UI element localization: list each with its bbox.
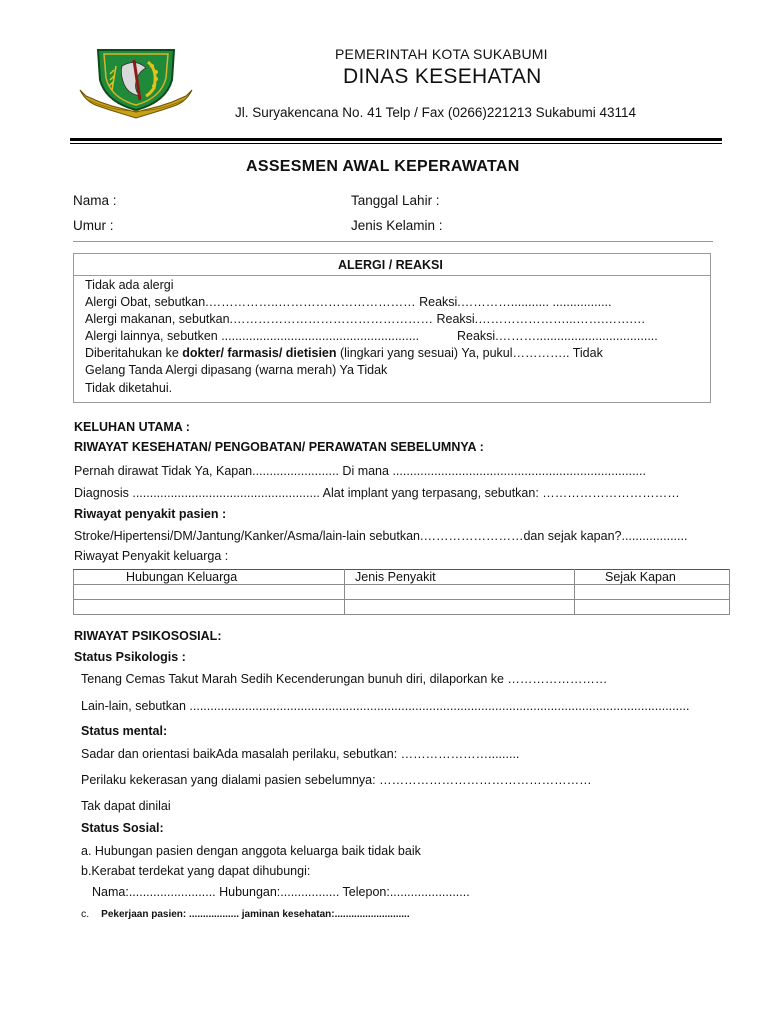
- status-psikologis-heading: Status Psikologis :: [74, 650, 186, 664]
- header-sejak-kapan: Sejak Kapan: [575, 570, 730, 585]
- alergi-heading: ALERGI / REAKSI: [338, 258, 443, 272]
- riwayat-kesehatan-heading: RIWAYAT KESEHATAN/ PENGOBATAN/ PERAWATAN SEBELUMNYA :: [74, 440, 484, 454]
- status-sosial-pekerjaan[interactable]: [81, 908, 410, 920]
- header-department-name: DINAS KESEHATAN: [343, 65, 542, 88]
- header-rule-thin: [70, 143, 722, 144]
- diberitahukan-bold: dokter/ farmasis/ dietisien: [182, 346, 337, 360]
- table-cell[interactable]: [575, 585, 730, 600]
- header-address: Jl. Suryakencana No. 41 Telp / Fax (0266)221213 Sukabumi 43114: [235, 105, 637, 120]
- table-cell[interactable]: [575, 600, 730, 615]
- identity-divider: [73, 241, 713, 242]
- header-jenis-penyakit: Jenis Penyakit: [345, 570, 575, 585]
- diberitahukan-suffix: (lingkari yang sesuai) Ya, pukul………….. Tidak: [336, 346, 603, 360]
- status-psikologis-lain[interactable]: Lain-lain, sebutkan ................................................................................................................................................: [81, 699, 690, 713]
- riwayat-penyakit-keluarga-label: Riwayat Penyakit keluarga :: [74, 549, 229, 563]
- sukabumi-crest-logo: [76, 44, 196, 122]
- header-rule-thick: [70, 138, 722, 141]
- riwayat-penyakit-heading: Riwayat penyakit pasien :: [74, 507, 227, 521]
- alergi-none[interactable]: Tidak ada alergi: [85, 278, 174, 292]
- table-cell[interactable]: [74, 585, 345, 600]
- keluhan-utama-heading: KELUHAN UTAMA :: [74, 420, 190, 434]
- status-sosial-heading: Status Sosial:: [81, 821, 164, 835]
- alergi-tidak-diketahui[interactable]: Tidak diketahui.: [85, 381, 173, 395]
- table-header-row: [74, 570, 730, 585]
- pekerjaan-prefix: c.: [81, 908, 90, 920]
- status-mental-tak-dapat-dinilai[interactable]: Tak dapat dinilai: [81, 799, 171, 813]
- alergi-lainnya[interactable]: Alergi lainnya, sebutken .........................................................: [85, 329, 420, 343]
- alergi-obat[interactable]: Alergi Obat, sebutkan.……………..…………………………… Reaksi.…………........... .................: [85, 295, 612, 309]
- status-mental-heading: Status mental:: [81, 724, 168, 738]
- header-government-name: PEMERINTAH KOTA SUKABUMI: [335, 46, 548, 62]
- alergi-gelang[interactable]: Gelang Tanda Alergi dipasang (warna merah) Ya Tidak: [85, 363, 388, 377]
- family-history-table: [73, 569, 730, 615]
- status-sosial-kerabat: b.Kerabat terdekat yang dapat dihubungi:: [81, 864, 311, 878]
- table-cell[interactable]: [74, 600, 345, 615]
- diagnosis[interactable]: Diagnosis ...................................................... Alat implant yang terpasang, sebutkan: ……………………………: [74, 486, 680, 500]
- alergi-diberitahukan[interactable]: [85, 346, 603, 360]
- alergi-makanan[interactable]: Alergi makanan, sebutkan.………………………………………… Reaksi.…………………...…….…….…: [85, 312, 646, 326]
- status-mental-kekerasan[interactable]: Perilaku kekerasan yang dialami pasien sebelumnya: ……………………………………………: [81, 773, 592, 787]
- field-jenis-kelamin[interactable]: Jenis Kelamin :: [351, 218, 443, 233]
- field-umur[interactable]: Umur :: [73, 218, 114, 233]
- table-cell[interactable]: [345, 585, 575, 600]
- status-sosial-kerabat-detail[interactable]: Nama:......................... Hubungan:................. Telepon:.......................: [92, 885, 470, 899]
- riwayat-psikososial-heading: RIWAYAT PSIKOSOSIAL:: [74, 629, 222, 643]
- field-tanggal-lahir[interactable]: Tanggal Lahir :: [351, 193, 440, 208]
- diberitahukan-prefix: Diberitahukan ke: [85, 346, 183, 360]
- status-psikologis-options[interactable]: Tenang Cemas Takut Marah Sedih Kecenderungan bunuh diri, dilaporkan ke ……………………: [81, 672, 608, 686]
- table-cell[interactable]: [345, 600, 575, 615]
- status-mental-sadar[interactable]: Sadar dan orientasi baikAda masalah perilaku, sebutkan: ………………….........: [81, 747, 520, 761]
- header-hubungan-keluarga: Hubungan Keluarga: [74, 570, 345, 585]
- pernah-dirawat[interactable]: Pernah dirawat Tidak Ya, Kapan......................... Di mana .........................................................................: [74, 464, 646, 478]
- field-nama[interactable]: Nama :: [73, 193, 117, 208]
- riwayat-penyakit-list[interactable]: Stroke/Hipertensi/DM/Jantung/Kanker/Asma/lain-lain sebutkan.……………………dan sejak kapan?...................: [74, 529, 688, 543]
- status-sosial-hubungan[interactable]: a. Hubungan pasien dengan anggota keluarga baik tidak baik: [81, 844, 421, 858]
- table-row[interactable]: [74, 600, 730, 615]
- alergi-heading-divider: [74, 275, 710, 276]
- form-title: ASSESMEN AWAL KEPERAWATAN: [246, 158, 520, 175]
- pekerjaan-text: Pekerjaan pasien: .................. jaminan kesehatan:...........................: [101, 909, 410, 920]
- alergi-lainnya-reaksi[interactable]: Reaksi.………...................................: [457, 329, 658, 343]
- table-row[interactable]: [74, 585, 730, 600]
